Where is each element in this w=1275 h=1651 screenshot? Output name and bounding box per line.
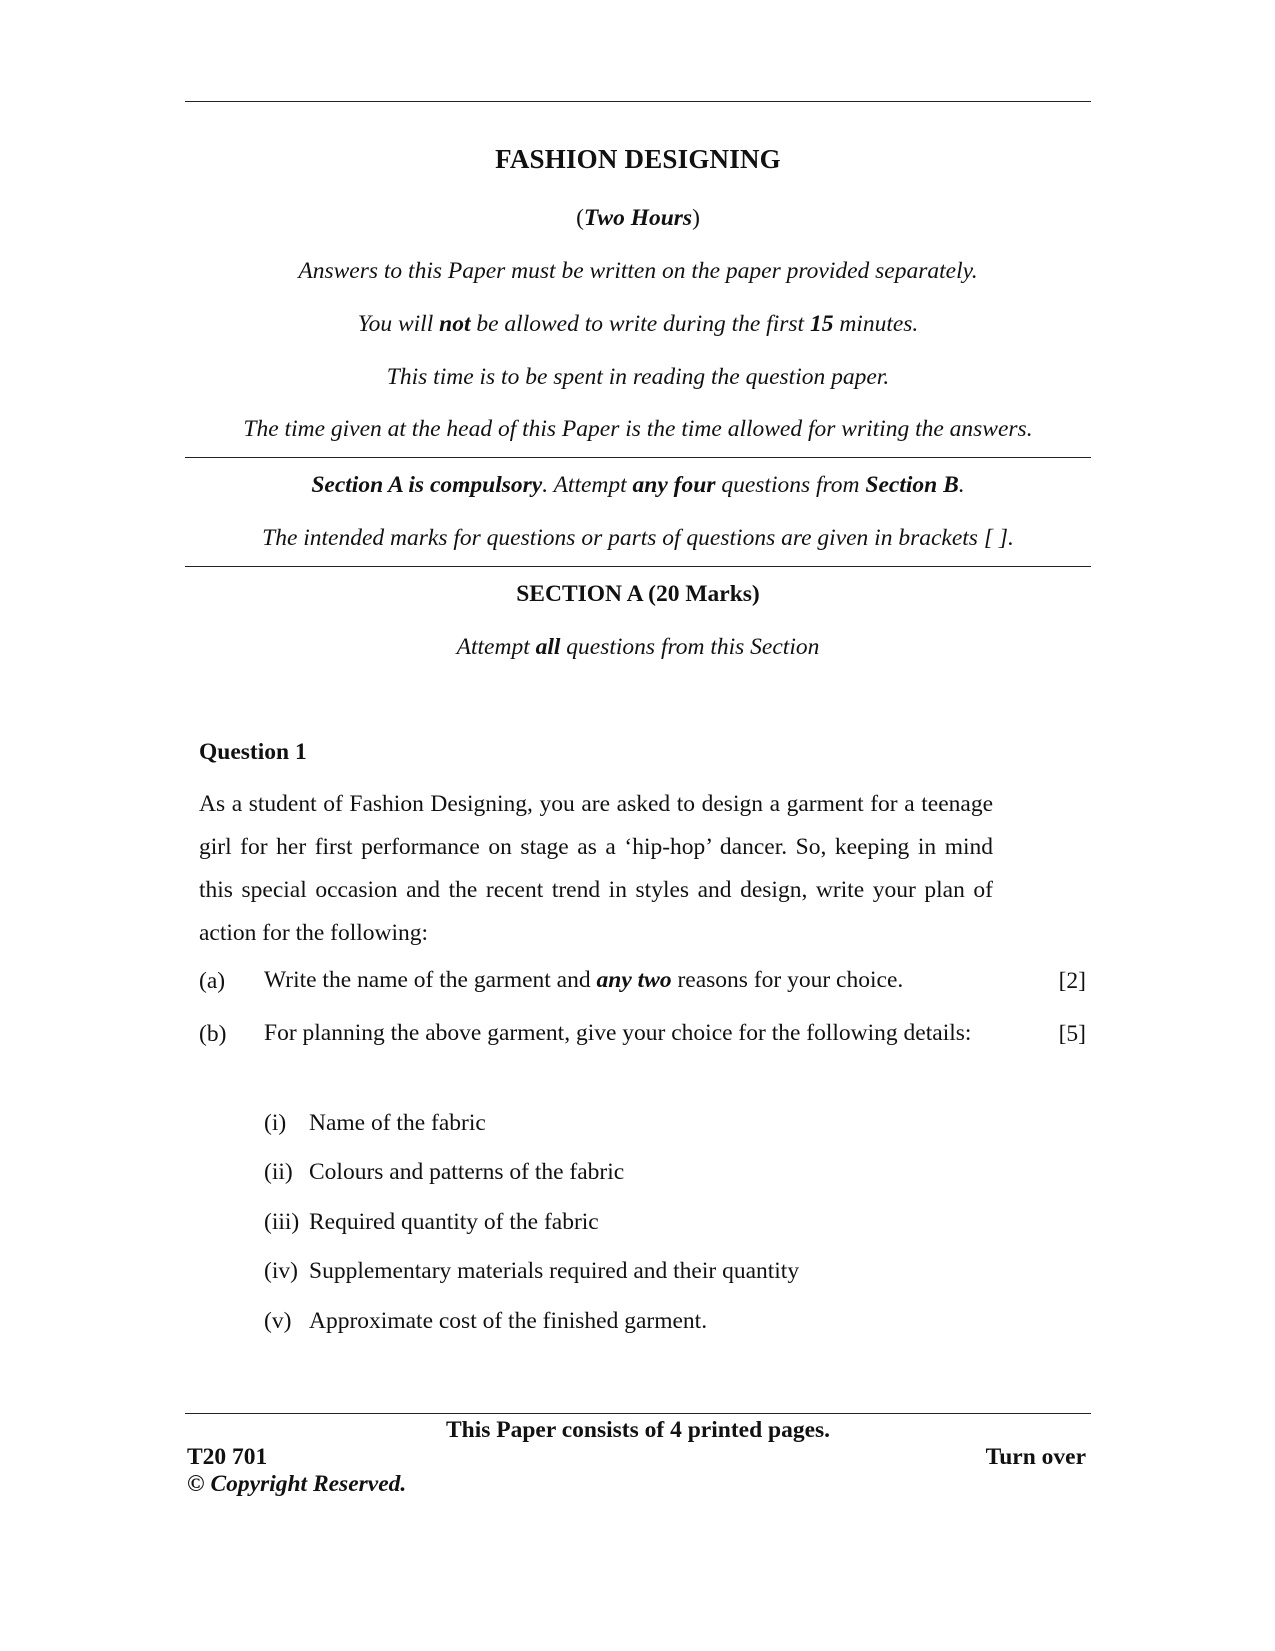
instruction-line: This time is to be spent in reading the question paper. — [386, 364, 890, 390]
instruction-line: Answers to this Paper must be written on the paper provided separately. — [298, 258, 978, 284]
section-instruction: Attempt all questions from this Section — [456, 634, 820, 660]
section-heading: SECTION A (20 Marks) — [516, 581, 760, 607]
instruction-line: You will not be allowed to write during the first 15 minutes. — [357, 311, 919, 337]
copyright-icon: © — [187, 1471, 205, 1497]
divider-rule — [185, 457, 1091, 458]
question-intro: As a student of Fashion Designing, you are asked to design a garment for a teenage girl for her first performance on stage as a ‘hip-hop’ dancer. So, keeping in mind this special occasion and the recent trend in styles and design, write your plan of action for the following: — [199, 791, 993, 946]
list-item: (ii) Colours and patterns of the fabric — [264, 1159, 625, 1185]
list-item: (iv) Supplementary materials required and their quantity — [264, 1258, 800, 1284]
part-text: Write the name of the garment and any two reasons for your choice. — [264, 967, 904, 993]
instruction-line: Section A is compulsory. Attempt any four questions from Section B. — [311, 472, 965, 498]
page-count: This Paper consists of 4 printed pages. — [445, 1417, 831, 1443]
part-text: For planning the above garment, give your choice for the following details: — [264, 1020, 972, 1046]
list-item: (v) Approximate cost of the finished garment. — [264, 1308, 708, 1334]
part-label: (b) — [199, 1021, 227, 1047]
instruction-line: The intended marks for questions or parts of questions are given in brackets [ ]. — [262, 525, 1014, 551]
marks-badge: [2] — [1058, 968, 1086, 994]
question-heading: Question 1 — [199, 739, 307, 765]
turn-over: Turn over — [985, 1444, 1086, 1470]
top-rule — [185, 101, 1091, 102]
list-item: (iii) Required quantity of the fabric — [264, 1209, 599, 1235]
marks-badge: [5] — [1058, 1021, 1086, 1047]
part-label: (a) — [199, 968, 226, 994]
instruction-line: The time given at the head of this Paper is the time allowed for writing the answers. — [243, 416, 1033, 442]
divider-rule — [185, 566, 1091, 567]
paper-code: T20 701 — [187, 1444, 268, 1470]
duration: (Two Hours) — [576, 205, 700, 231]
list-item: (i) Name of the fabric — [264, 1110, 486, 1136]
duration-value: Two Hours — [583, 205, 693, 231]
copyright: © Copyright Reserved. — [187, 1471, 407, 1497]
paper-title: FASHION DESIGNING — [495, 144, 781, 174]
footer-rule — [185, 1413, 1091, 1414]
